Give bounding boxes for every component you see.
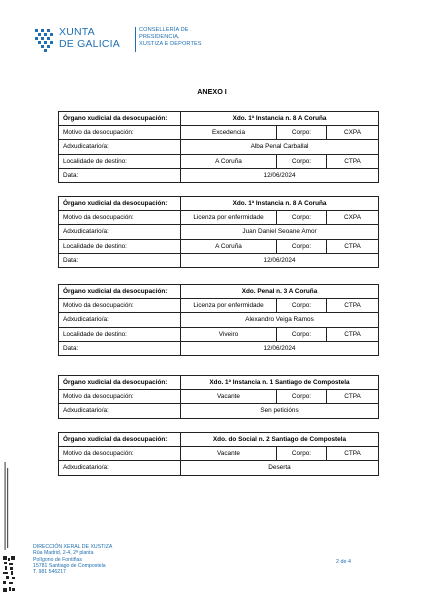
motivo-value: Licenza por enfermidade: [181, 299, 277, 313]
corpo-value: CXPA: [327, 126, 379, 140]
motivo-label: Motivo da desocupación:: [59, 447, 181, 461]
corpo-label: Corpo:: [277, 239, 327, 253]
qr-code-icon: [3, 556, 15, 592]
page-number: 2 de 4: [336, 559, 351, 565]
organo-value: Xdo. 1ª Instancia n. 8 A Coruña: [181, 197, 379, 211]
localidade-value: A Coruña: [181, 239, 277, 253]
footer-address: [33, 544, 112, 575]
organo-label: Órgano xudicial da desocupación:: [59, 285, 181, 299]
footer-line1: DIRECCIÓN XERAL DE XUSTIZA: [33, 544, 113, 550]
motivo-label: Motivo da desocupación:: [59, 211, 181, 225]
motivo-label: Motivo da desocupación:: [59, 299, 181, 313]
organo-label: Órgano xudicial da desocupación:: [59, 197, 181, 211]
corpo-label: Corpo:: [277, 447, 327, 461]
adxudicatario-label: Adxudicatario/a:: [59, 225, 181, 239]
corpo-label: Corpo:: [277, 154, 327, 168]
corpo-label: Corpo:: [277, 299, 327, 313]
logo-name-line2: DE GALICIA: [59, 37, 120, 50]
data-value: 12/06/2024: [181, 253, 379, 267]
dept-line3: XUSTIZA E DEPORTES: [139, 41, 202, 48]
adxudicatario-value: Juan Daniel Seoane Amor: [181, 225, 379, 239]
organo-value: Xdo. Penal n. 3 A Coruña: [181, 285, 379, 299]
verification-text-strip: [4, 462, 10, 552]
adxudicatario-label: Adxudicatario/a:: [59, 404, 181, 418]
motivo-label: Motivo da desocupación:: [59, 390, 181, 404]
adxudicatario-label: Adxudicatario/a:: [59, 313, 181, 327]
dept-line1: CONSELLERÍA DE: [139, 27, 189, 33]
adxudicatario-label: Adxudicatario/a:: [59, 140, 181, 154]
assignment-table: [58, 111, 379, 183]
localidade-value: A Coruña: [181, 154, 277, 168]
data-value: 12/06/2024: [181, 341, 379, 355]
organo-value: Xdo. 1ª Instancia n. 8 A Coruña: [181, 112, 379, 126]
motivo-label: Motivo da desocupación:: [59, 126, 181, 140]
corpo-value: CXPA: [327, 211, 379, 225]
motivo-value: Excedencia: [181, 126, 277, 140]
organo-value: Xdo. do Social n. 2 Santiago de Compostela: [181, 433, 379, 447]
adxudicatario-value: Alexandro Veiga Ramos: [181, 313, 379, 327]
data-label: Data:: [59, 168, 181, 182]
corpo-value: CTPA: [327, 327, 379, 341]
organo-label: Órgano xudicial da desocupación:: [59, 376, 181, 390]
motivo-value: Licenza por enfermidade: [181, 211, 277, 225]
corpo-value: CTPA: [327, 447, 379, 461]
corpo-label: Corpo:: [277, 126, 327, 140]
corpo-value: CTPA: [327, 239, 379, 253]
localidade-label: Localidade de destino:: [59, 154, 181, 168]
motivo-value: Vacante: [181, 447, 277, 461]
localidade-label: Localidade de destino:: [59, 239, 181, 253]
adxudicatario-value: Alba Penal Carballal: [181, 140, 379, 154]
adxudicatario-value: Sen peticións: [181, 404, 379, 418]
xunta-emblem-icon: [33, 27, 55, 53]
localidade-value: Viveiro: [181, 327, 277, 341]
organo-label: Órgano xudicial da desocupación:: [59, 112, 181, 126]
page-header: [33, 26, 333, 56]
footer-line5: T. 981 546217: [33, 569, 66, 576]
corpo-value: CTPA: [327, 299, 379, 313]
corpo-label: Corpo:: [277, 390, 327, 404]
department-name: [139, 27, 202, 49]
footer-line3: Polígono de Fontiñas: [33, 556, 83, 563]
localidade-label: Localidade de destino:: [59, 327, 181, 341]
footer-line4: 15781 Santiago de Compostela: [33, 562, 106, 569]
assignment-table: [58, 432, 379, 476]
corpo-label: Corpo:: [277, 211, 327, 225]
footer-line2: Rúa Madrid, 2-4, 2ª planta: [33, 550, 94, 557]
corpo-value: CTPA: [327, 154, 379, 168]
data-value: 12/06/2024: [181, 168, 379, 182]
organo-label: Órgano xudicial da desocupación:: [59, 433, 181, 447]
assignment-table: [58, 375, 379, 419]
logo-name: [59, 27, 120, 50]
page-title: ANEXO I: [197, 87, 227, 96]
assignment-table: [58, 196, 379, 268]
dept-line2: PRESIDENCIA,: [139, 34, 180, 41]
corpo-label: Corpo:: [277, 327, 327, 341]
motivo-value: Vacante: [181, 390, 277, 404]
adxudicatario-value: Deserta: [181, 461, 379, 475]
assignment-table: [58, 284, 379, 356]
data-label: Data:: [59, 253, 181, 267]
logo-name-line1: XUNTA: [59, 26, 95, 38]
data-label: Data:: [59, 341, 181, 355]
corpo-value: CTPA: [327, 390, 379, 404]
organo-value: Xdo. 1ª Instancia n. 1 Santiago de Compostela: [181, 376, 379, 390]
logo-divider: [135, 27, 136, 52]
adxudicatario-label: Adxudicatario/a:: [59, 461, 181, 475]
